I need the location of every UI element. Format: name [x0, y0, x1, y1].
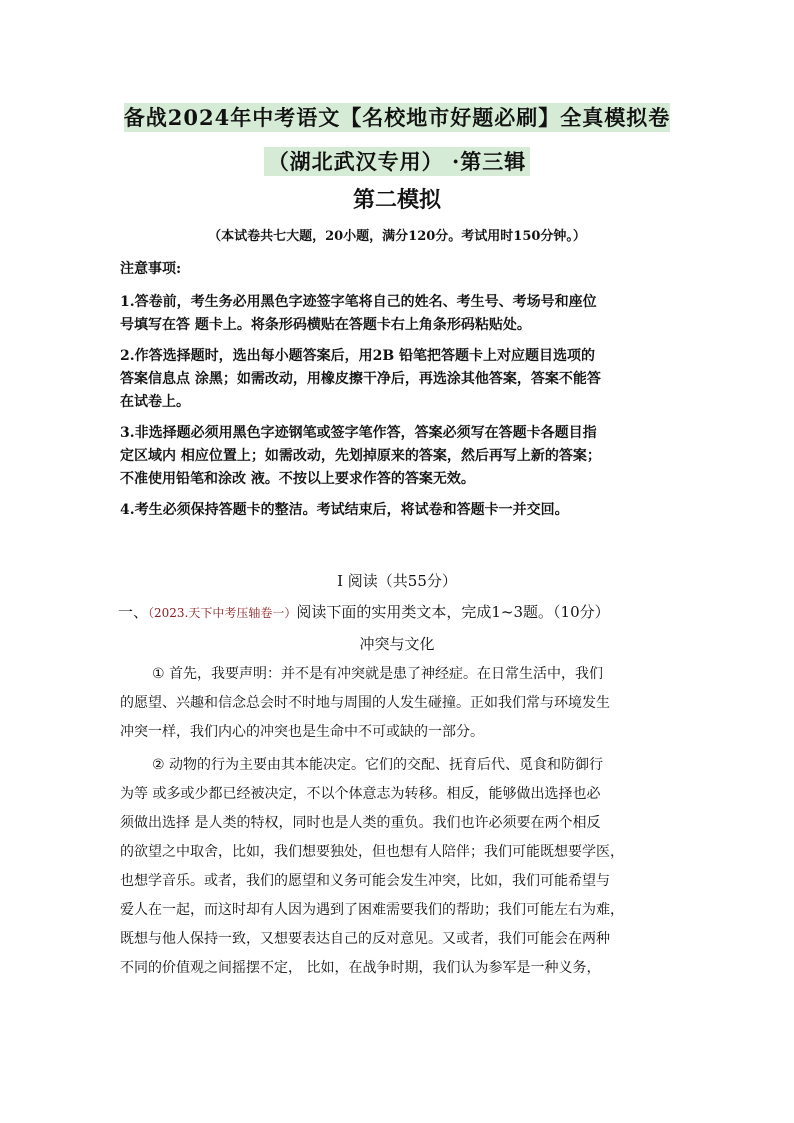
note-line: 3.非选择题必须用黑色字迹钢笔或签字笔作答，答案必须写在答题卡各题目指 [120, 425, 597, 441]
title-line-2 [0, 146, 794, 178]
article-line: 冲突一样，我们内心的冲突也是生命中不可或缺的一部分。 [120, 724, 484, 740]
article-title: 冲突与文化 [359, 635, 435, 653]
article-paragraph-1 [120, 660, 680, 747]
note-line: 1.答卷前，考生务必用黑色字迹签字笔将自己的姓名、考生号、考场号和座位 [120, 294, 597, 310]
note-line: 4.考生必须保持答题卡的整洁。考试结束后，将试卷和答题卡一并交回。 [120, 502, 569, 518]
article-line: 为等 或多或少都已经被决定，不以个体意志为转移。相反，能够做出选择也必 [120, 786, 601, 802]
notes-heading: 注意事项: [120, 261, 182, 277]
note-line: 在试卷上。 [120, 394, 190, 410]
question-text: 阅读下面的实用类文本，完成1~3题。（10分） [296, 603, 610, 621]
exam-subtitle: 第二模拟 [352, 188, 441, 213]
note-line: 号填写在答 题卡上。将条形码横贴在答题卡右上角条形码粘贴处。 [120, 317, 531, 333]
article-line: 须做出选择 是人类的特权，同时也是人类的重负。我们也许必须要在两个相反 [120, 815, 601, 831]
article-line: ② 动物的行为主要由其本能决定。它们的交配、抚育后代、觅食和防御行 [152, 757, 603, 773]
article-line: 也想学音乐。或者，我们的愿望和义务可能会发生冲突，比如，我们可能希望与 [120, 873, 610, 889]
article-line: 既想与他人保持一致，又想要表达自己的反对意见。又或者，我们可能会在两种 [120, 931, 610, 947]
exam-instructions: （本试卷共七大题，20小题，满分120分。考试用时150分钟。） [208, 229, 586, 244]
article-line: 的欲望之中取舍，比如，我们想要独处，但也想有人陪伴；我们可能既想要学医， [120, 844, 624, 860]
note-item-4 [120, 499, 690, 522]
title-line-2-text: （湖北武汉专用） ·第三辑 [264, 147, 531, 176]
article-line: ① 首先，我要声明：并不是有冲突就是患了神经症。在日常生活中，我们 [152, 666, 603, 682]
notes-section [120, 258, 690, 530]
article-paragraph-2 [120, 751, 680, 983]
note-line: 不准使用铅笔和涂改 液。不按以上要求作答的答案无效。 [120, 471, 475, 487]
article-line: 不同的价值观之间摇摆不定， 比如，在战争时期，我们认为参军是一种义务， [120, 960, 601, 976]
question-source: （2023.天下中考压轴卷一） [148, 606, 297, 620]
question-prefix: 一、 [118, 603, 149, 621]
title-line-1-text: 备战2024年中考语文【名校地市好题必刷】全真模拟卷 [123, 105, 671, 130]
note-item-1 [120, 291, 690, 337]
note-line: 2.作答选择题时，选出每小题答案后，用2B 铅笔把答题卡上对应题目选项的 [120, 348, 596, 364]
article-body [120, 660, 680, 987]
note-line: 答案信息点 涂黑；如需改动，用橡皮擦干净后，再选涂其他答案，答案不能答 [120, 371, 601, 387]
article-line: 的愿望、兴趣和信念总会时不时地与周围的人发生碰撞。正如我们常与环境发生 [120, 695, 610, 711]
title-line-1 [0, 102, 794, 134]
note-line: 定区域内 相应位置上；如需改动，先划掉原来的答案，然后再写上新的答案； [120, 448, 601, 464]
note-item-3 [120, 422, 690, 491]
article-line: 爱人在一起，而这时却有人因为遇到了困难需要我们的帮助；我们可能左右为难， [120, 902, 624, 918]
note-item-2 [120, 345, 690, 414]
section-title: I 阅读（共55分） [337, 572, 457, 590]
question-line [118, 602, 610, 623]
